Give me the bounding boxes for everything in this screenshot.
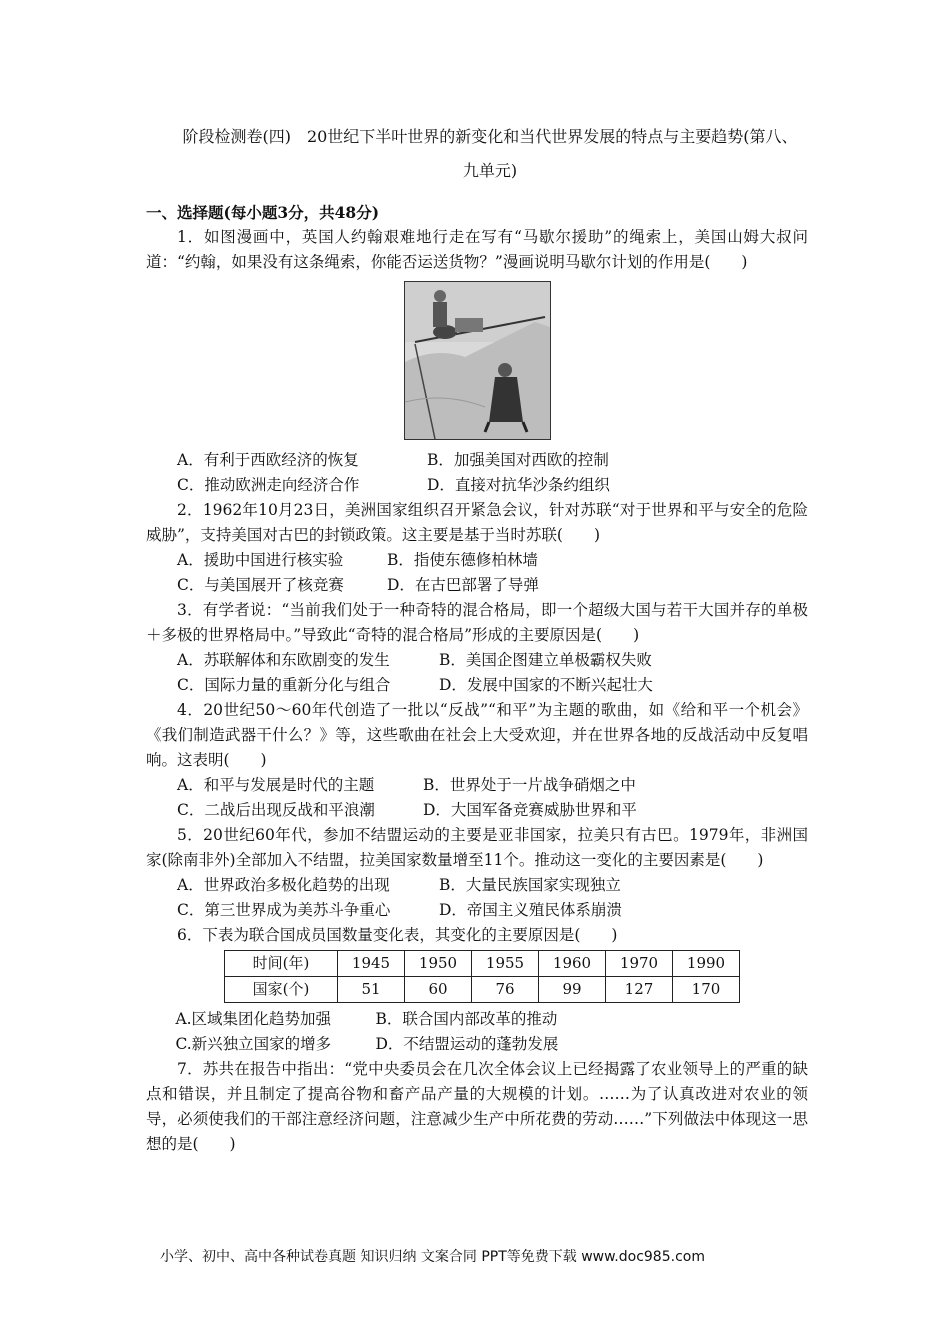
question-1-options-row2 bbox=[146, 473, 808, 498]
q6-option-d[interactable]: D．不结盟运动的蓬勃发展 bbox=[375, 1035, 559, 1053]
table-cell: 127 bbox=[606, 977, 673, 1003]
question-3-options-row2 bbox=[146, 673, 808, 698]
q4-option-b[interactable]: B．世界处于一片战争硝烟之中 bbox=[423, 776, 636, 794]
marshall-plan-cartoon bbox=[404, 281, 551, 440]
title-line-2: 九单元) bbox=[462, 161, 518, 180]
table-row bbox=[225, 951, 740, 977]
q6-option-a[interactable]: A.区域集团化趋势加强 bbox=[175, 1010, 332, 1028]
table-row bbox=[225, 977, 740, 1003]
table-cell: 60 bbox=[405, 977, 472, 1003]
section-heading: 一、选择题(每小题3分，共48分) bbox=[146, 203, 380, 222]
un-membership-table bbox=[224, 950, 740, 1003]
q5-option-b[interactable]: B．大量民族国家实现独立 bbox=[439, 876, 621, 894]
question-7-stem: 7．苏共在报告中指出：“党中央委员会在几次全体会议上已经揭露了农业领导上的严重的缺点和错误，并且制定了提高谷物和畜产品产量的大规模的计划。……为了认真改进对农业的领导，必须使我们的干部注意经济问题，注意减少生产中所花费的劳动……”下列做法中体现这一思想的是( ) bbox=[146, 1060, 808, 1153]
question-1-options-row1 bbox=[146, 448, 808, 473]
question-5-options-row2 bbox=[146, 898, 808, 923]
table-cell: 51 bbox=[338, 977, 405, 1003]
exam-title bbox=[160, 120, 820, 188]
question-5-options-row1 bbox=[146, 873, 808, 898]
q4-option-d[interactable]: D．大国军备竞赛威胁世界和平 bbox=[423, 801, 637, 819]
table-cell: 1970 bbox=[606, 951, 673, 977]
question-6-options-row1 bbox=[146, 1007, 808, 1032]
table-header-cell: 国家(个) bbox=[225, 977, 338, 1003]
q6-option-b[interactable]: B．联合国内部改革的推动 bbox=[375, 1010, 558, 1028]
question-2-options-row2 bbox=[146, 573, 808, 598]
question-4-stem: 4．20世纪50～60年代创造了一批以“反战”“和平”为主题的歌曲，如《给和平一个机会》《我们制造武器干什么？》等，这些歌曲在社会上大受欢迎，并在世界各地的反战活动中反复唱响。这表明( ) bbox=[146, 701, 808, 769]
table-cell: 1955 bbox=[472, 951, 539, 977]
question-3-options-row1 bbox=[146, 648, 808, 673]
question-6-options-row2 bbox=[146, 1032, 808, 1057]
table-cell: 76 bbox=[472, 977, 539, 1003]
q6-option-c[interactable]: C.新兴独立国家的增多 bbox=[175, 1035, 332, 1053]
q1-option-a[interactable]: A．有利于西欧经济的恢复 bbox=[177, 451, 359, 469]
q2-option-b[interactable]: B．指使东德修柏林墙 bbox=[387, 551, 538, 569]
q2-option-d[interactable]: D．在古巴部署了导弹 bbox=[387, 576, 539, 594]
table-cell: 99 bbox=[539, 977, 606, 1003]
q2-option-a[interactable]: A．援助中国进行核实验 bbox=[177, 551, 344, 569]
q2-option-c[interactable]: C．与美国展开了核竞赛 bbox=[177, 576, 344, 594]
title-line-1: 阶段检测卷(四) 20世纪下半叶世界的新变化和当代世界发展的特点与主要趋势(第八、 bbox=[182, 127, 798, 146]
page-footer: 小学、初中、高中各种试卷真题 知识归纳 文案合同 PPT等免费下载 www.doc985.com bbox=[160, 1249, 705, 1265]
question-2-stem: 2．1962年10月23日，美洲国家组织召开紧急会议，针对苏联“对于世界和平与安全的危险威胁”，支持美国对古巴的封锁政策。这主要是基于当时苏联( ) bbox=[146, 501, 808, 544]
q3-option-b[interactable]: B．美国企图建立单极霸权失败 bbox=[439, 651, 652, 669]
question-4-options-row1 bbox=[146, 773, 808, 798]
q1-option-d[interactable]: D．直接对抗华沙条约组织 bbox=[427, 476, 610, 494]
cartoon-figure-wrap bbox=[146, 281, 808, 440]
question-6-stem: 6．下表为联合国成员国数量变化表，其变化的主要原因是( ) bbox=[177, 926, 618, 944]
table-header-cell: 时间(年) bbox=[225, 951, 338, 977]
question-3-stem: 3．有学者说：“当前我们处于一种奇特的混合格局，即一个超级大国与若干大国并存的单极＋多极的世界格局中。”导致此“奇特的混合格局”形成的主要原因是( ) bbox=[146, 601, 808, 644]
table-cell: 1990 bbox=[673, 951, 740, 977]
table-cell: 1950 bbox=[405, 951, 472, 977]
question-1-stem: 1．如图漫画中，英国人约翰艰难地行走在写有“马歇尔援助”的绳索上，美国山姆大叔问道：“约翰，如果没有这条绳索，你能否运送货物？”漫画说明马歇尔计划的作用是( ) bbox=[146, 228, 808, 271]
q3-option-a[interactable]: A．苏联解体和东欧剧变的发生 bbox=[177, 651, 390, 669]
q3-option-c[interactable]: C．国际力量的重新分化与组合 bbox=[177, 676, 391, 694]
q5-option-d[interactable]: D．帝国主义殖民体系崩溃 bbox=[439, 901, 622, 919]
question-5-stem: 5．20世纪60年代，参加不结盟运动的主要是亚非国家，拉美只有古巴。1979年，非洲国家(除南非外)全部加入不结盟，拉美国家数量增至11个。推动这一变化的主要因素是( ) bbox=[146, 826, 808, 869]
q5-option-c[interactable]: C．第三世界成为美苏斗争重心 bbox=[177, 901, 391, 919]
table-cell: 1960 bbox=[539, 951, 606, 977]
q4-option-c[interactable]: C．二战后出现反战和平浪潮 bbox=[177, 801, 375, 819]
question-2-options-row1 bbox=[146, 548, 808, 573]
table-cell: 170 bbox=[673, 977, 740, 1003]
q1-option-c[interactable]: C．推动欧洲走向经济合作 bbox=[177, 476, 360, 494]
q1-option-b[interactable]: B．加强美国对西欧的控制 bbox=[427, 451, 609, 469]
q3-option-d[interactable]: D．发展中国家的不断兴起壮大 bbox=[439, 676, 653, 694]
q4-option-a[interactable]: A．和平与发展是时代的主题 bbox=[177, 776, 375, 794]
question-4-options-row2 bbox=[146, 798, 808, 823]
table-cell: 1945 bbox=[338, 951, 405, 977]
cartoon-illustration bbox=[405, 282, 550, 439]
exam-content bbox=[146, 200, 808, 1157]
q5-option-a[interactable]: A．世界政治多极化趋势的出现 bbox=[177, 876, 390, 894]
